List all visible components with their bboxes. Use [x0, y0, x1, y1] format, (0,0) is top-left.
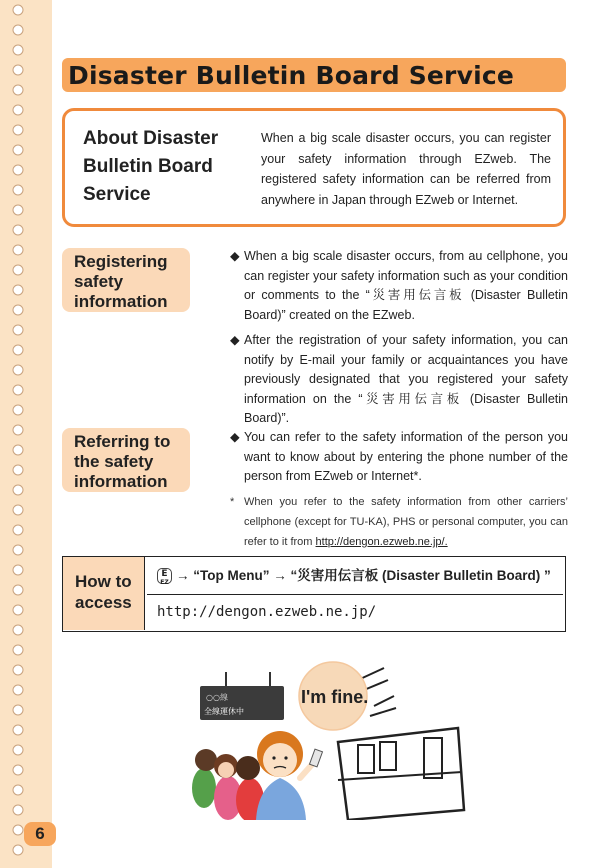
- referring-para-1: [230, 428, 568, 487]
- title-bar: [62, 58, 566, 92]
- train-station-illustration: [188, 650, 566, 820]
- crowd: [192, 749, 264, 820]
- bullet-diamond: ◆: [230, 430, 240, 444]
- referring-para-1-text: You can refer to the safety information of the person you want to know about by entering the phone number of the person from EZweb or Internet*.: [244, 430, 568, 483]
- about-heading: About Disaster Bulletin Board Service: [83, 128, 219, 205]
- registering-para-1-text: When a big scale disaster occurs, from au cellphone, you can register your safety information such as your condition or comments to the “災害用伝言板 (Disaster Bulletin Board)” created on the EZweb.: [244, 249, 568, 322]
- binder-rings: [9, 0, 27, 868]
- station-sign: [200, 672, 284, 720]
- registering-para-2-text: After the registration of your safety information, you can notify by E-mail your family or acquaintances you have previously designated that you registered your safety information on the “災害用伝言板 (Disaster Bulletin Board)”.: [244, 333, 568, 425]
- access-path-row: [147, 557, 563, 595]
- train: [338, 728, 464, 820]
- bullet-diamond: ◆: [230, 333, 240, 347]
- footnote-mark: *: [230, 496, 235, 508]
- ezweb-key-icon: E EZ: [157, 568, 172, 584]
- access-url[interactable]: http://dengon.ezweb.ne.jp/: [157, 604, 377, 620]
- about-box: [62, 108, 566, 227]
- speech-text: I'm fine.: [301, 687, 369, 707]
- registering-text: [230, 247, 568, 435]
- registering-para-2: [230, 331, 568, 429]
- woman-with-phone: [256, 731, 322, 820]
- footnote-text: When you refer to the safety information from other carriers’ cellphone (except for TU-KA), PHS or personal computer, you can refer to it from: [244, 496, 568, 548]
- binder-margin: [0, 0, 52, 868]
- registering-label: Registering safety information: [62, 248, 190, 312]
- registering-para-1: [230, 247, 568, 325]
- footnote: [230, 492, 568, 552]
- bullet-diamond: ◆: [230, 249, 240, 263]
- sign-line-1: ○○線: [206, 693, 228, 702]
- access-label: How to access: [63, 557, 145, 630]
- speech-bubble: [299, 662, 368, 730]
- referring-text: [230, 428, 568, 493]
- page-title: Disaster Bulletin Board Service: [68, 61, 515, 90]
- referring-label: Referring to the safety information: [62, 428, 190, 492]
- footnote-url[interactable]: http://dengon.ezweb.ne.jp/.: [315, 536, 448, 548]
- access-table: [62, 556, 566, 632]
- access-path: → “Top Menu” → “災害用伝言板 (Disaster Bulletin Board) ”: [176, 568, 551, 583]
- about-text: When a big scale disaster occurs, you can register your safety information through EZweb. The registered safety information can be referred from anywhere in Japan through EZweb or Internet.: [261, 131, 551, 207]
- page-number: 6: [24, 822, 56, 846]
- sign-line-2: 全線運休中: [204, 707, 244, 716]
